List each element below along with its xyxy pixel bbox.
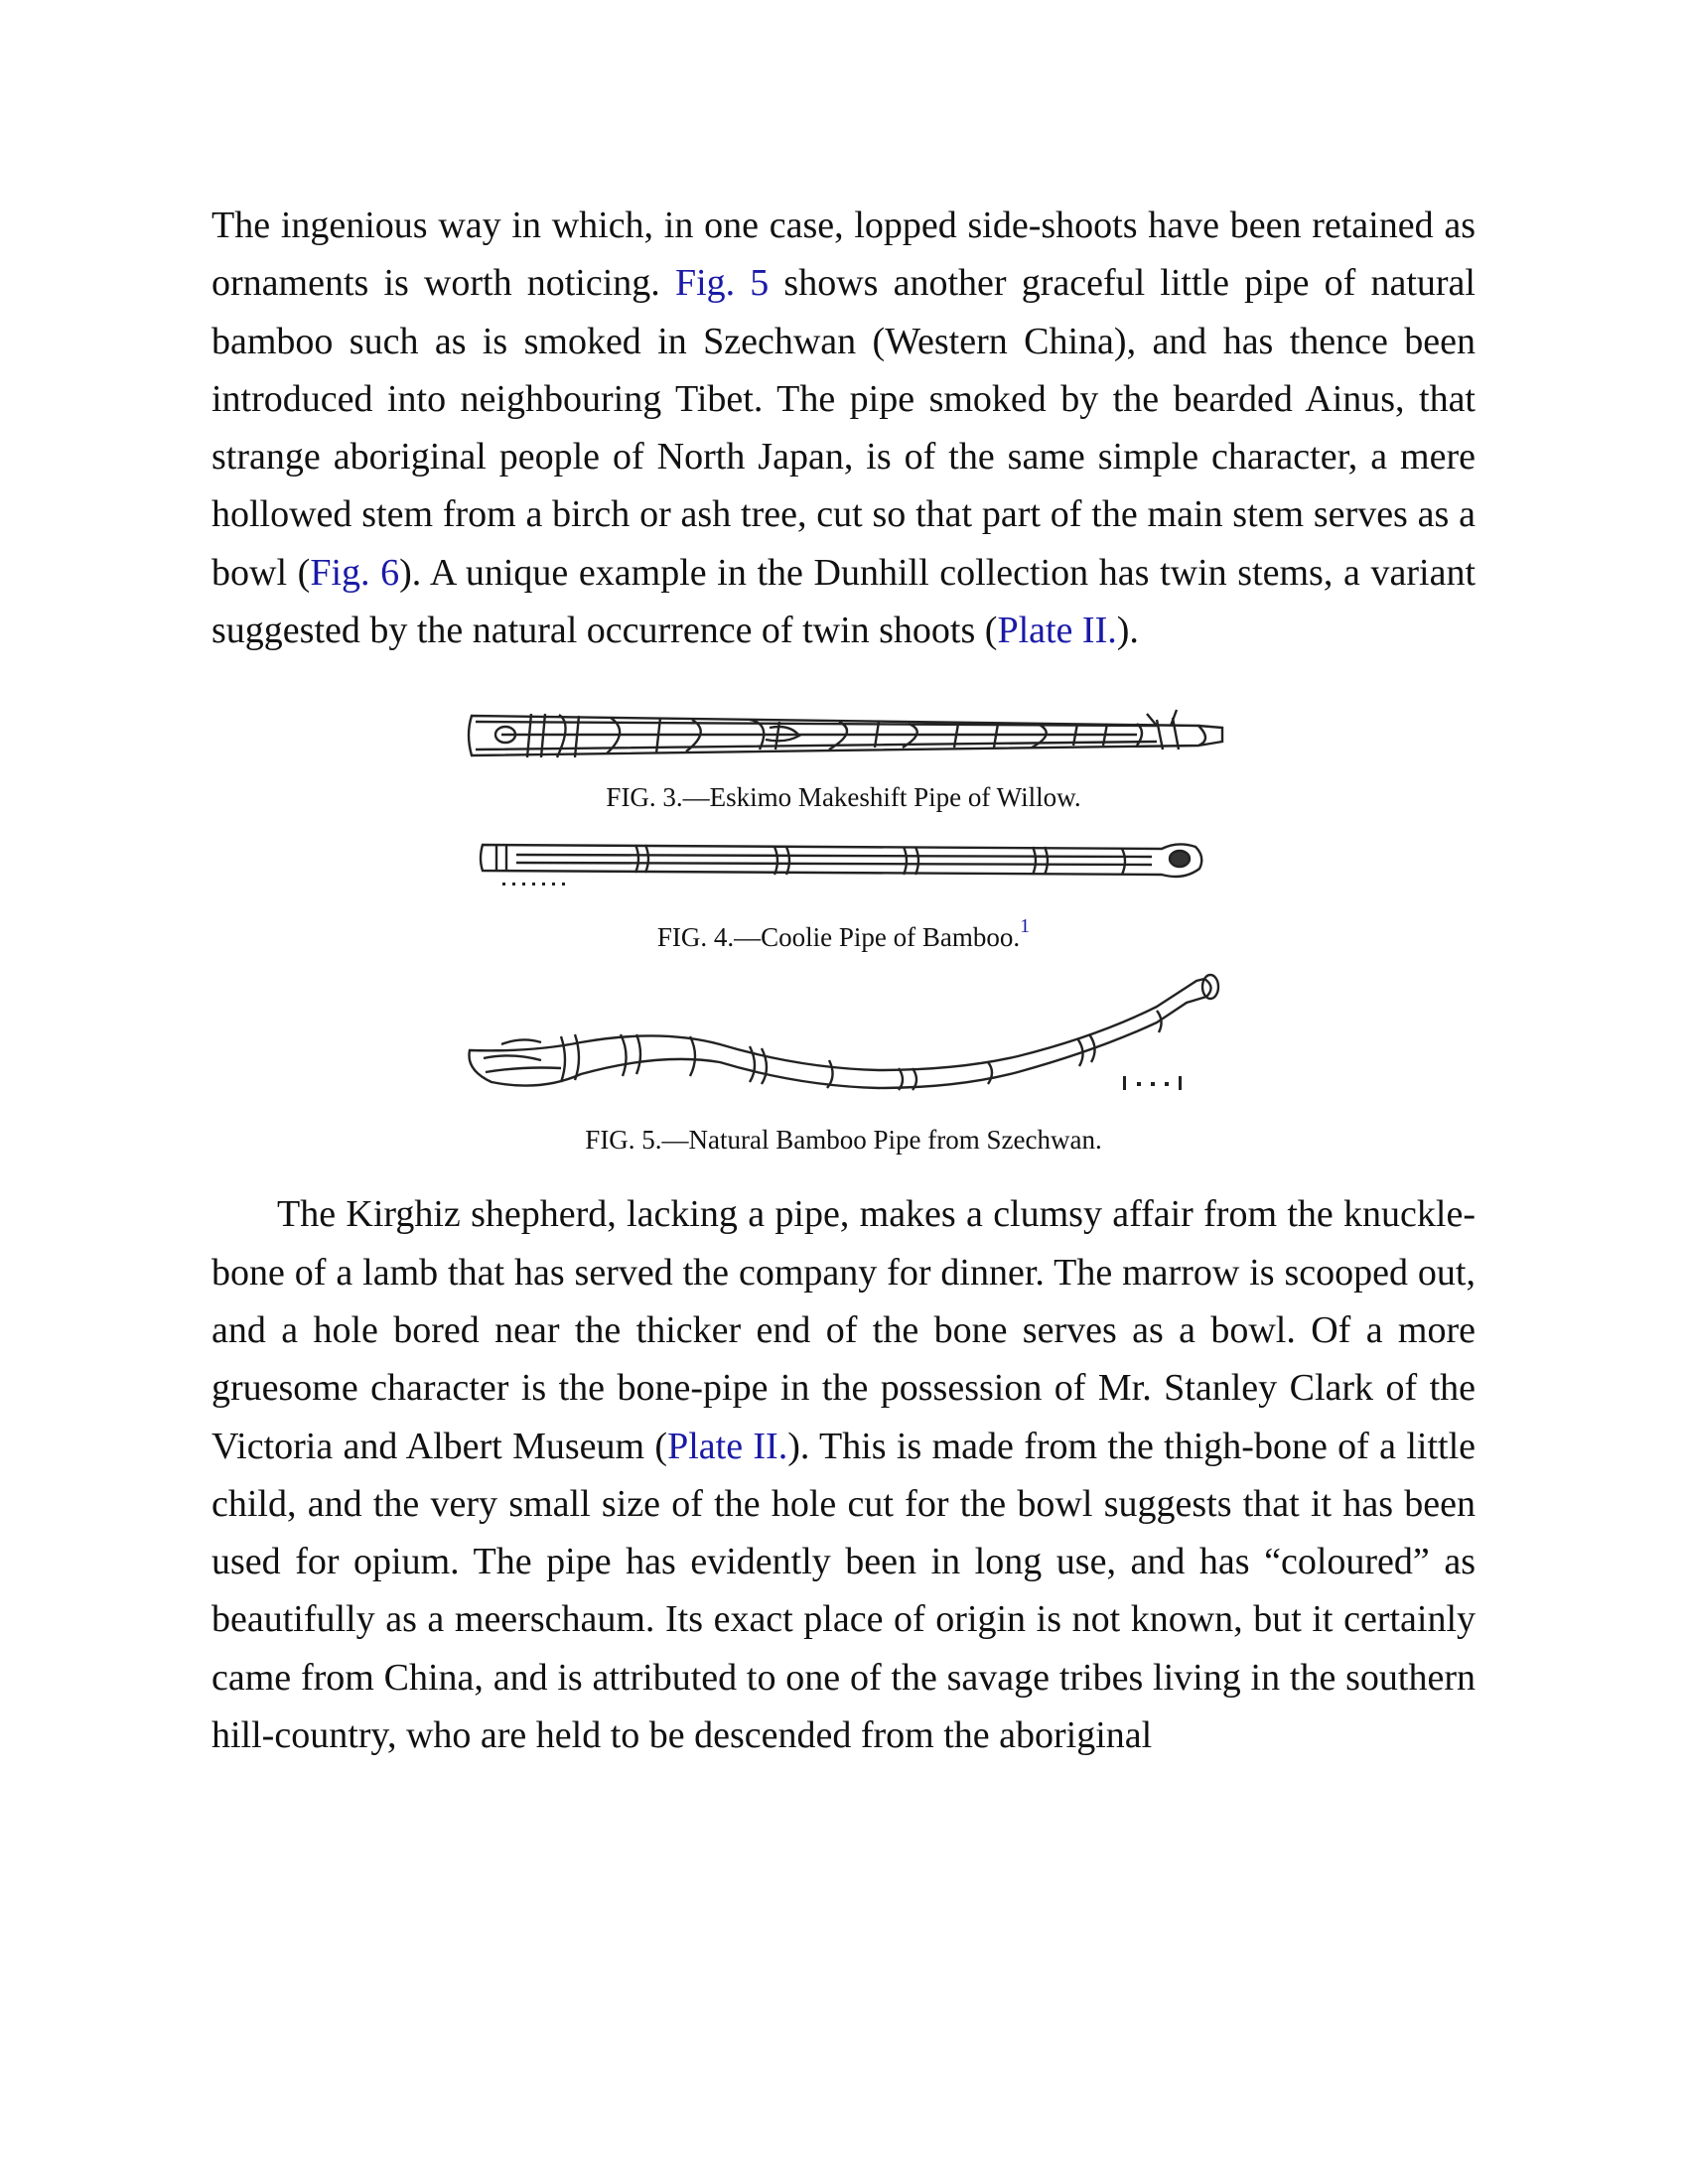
figure-5-caption: FIG. 5.—Natural Bamboo Pipe from Szechwan. (585, 1125, 1102, 1156)
page-content (211, 197, 1476, 1764)
bamboo-pipe-illustration (462, 973, 1226, 1112)
paragraph-text: The Kirghiz shepherd, lacking a pipe, makes a clumsy affair from the knuckle-bone of a lamb that has served the company for dinner. The marrow is scooped out, and a hole bored near the thicker end of the bone serves as a bowl. Of a more gruesome character is the bone-pipe in the possession of Mr. Stanley Clark of the Victoria and Albert Museum ( (211, 1193, 1476, 1467)
figure-4-caption-text: FIG. 4.—Coolie Pipe of Bamboo. (656, 922, 1021, 953)
link-plate-2[interactable]: Plate II. (667, 1425, 788, 1467)
figure-3 (211, 702, 1476, 813)
paragraph-text: shows another graceful little pipe of natural bamboo such as is smoked in Szechwan (Western China), and has thence been introduced into neighbouring Tibet. The pipe smoked by the bearded Ainus, that strange aboriginal people of North Japan, is of the same simple character, a mere hollowed stem from a birch or ash tree, cut so that part of the main stem serves as a bowl ( (211, 262, 1476, 594)
link-plate-2[interactable]: Plate II. (997, 610, 1117, 652)
paragraph-2 (211, 1185, 1476, 1764)
paragraph-1 (211, 197, 1476, 659)
paragraph-text: ). This is made from the thigh-bone of a little child, and the very small size of the hole cut for the bowl suggests that it has been used for opium. The pipe has evidently been in long use, and has “coloured” as beautifully as a meerschaum. Its exact place of origin is not known, but it certainly came from China, and is attributed to one of the savage tribes living in the southern hill-country, who are held to be descended from the aboriginal (211, 1425, 1477, 1757)
figure-4-caption (211, 914, 1476, 953)
paragraph-text: The ingenious way in which, in one case, lopped side-shoots have been retained as ornaments is worth noticing. (211, 205, 1476, 305)
figure-3-caption: FIG. 3.—Eskimo Makeshift Pipe of Willow. (606, 782, 1081, 813)
figure-4 (211, 835, 1476, 953)
link-fig-5[interactable]: Fig. 5 (674, 262, 770, 305)
figure-5 (211, 973, 1476, 1156)
paragraph-text: ). (1116, 610, 1139, 652)
eskimo-pipe-illustration (462, 702, 1226, 767)
footnote-marker[interactable]: 1 (1020, 915, 1031, 938)
link-fig-6[interactable]: Fig. 6 (310, 551, 400, 594)
paragraph-text: ). A unique example in the Dunhill collection has twin stems, a variant suggested by the natural occurrence of twin shoots ( (211, 551, 1477, 652)
coolie-pipe-illustration (477, 835, 1211, 896)
